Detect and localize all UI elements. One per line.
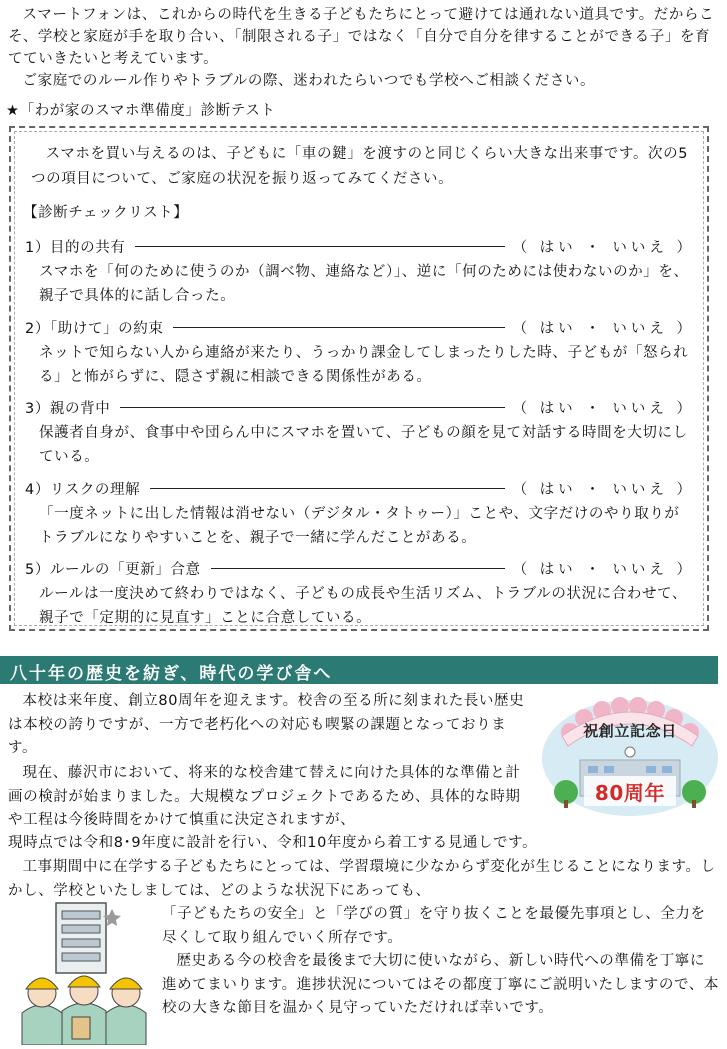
item-label: 3）親の背中 <box>25 400 111 417</box>
item-label: 1）目的の共有 <box>25 239 126 256</box>
schedule-paragraph: 現時点では令和8･9年度に設計を行い、令和10年度から着工する見通しです。 <box>8 835 538 851</box>
test-title: ★「わが家のスマホ準備度」診断テスト <box>6 103 276 119</box>
item-description: 「一度ネットに出した情報は消せない（デジタル・タトゥー）」ことや、文字だけのやり取りがトラブルになりやすいことを、親子で一緒に学んだことがある。 <box>39 506 680 546</box>
worker-center <box>62 976 106 1045</box>
yes-no-answer: （ はい ・ いいえ ） <box>512 481 695 498</box>
section-heading-band <box>0 656 718 684</box>
anniversary-badge-illustration <box>540 688 720 818</box>
construction-workers-illustration <box>14 895 154 1045</box>
anniversary-paragraph: 本校は来年度、創立80周年を迎えます。校舎の至る所に刻まれた長い歴史は本校の誇りですが、一方で老朽化への対応も喫緊の課題となっております。 <box>8 693 525 756</box>
checklist-item <box>25 395 695 469</box>
checklist-item <box>25 234 695 308</box>
item-description: ネットで知らない人から連絡が来たり、うっかり課金してしまったりした時、子どもが「怒られる」と怖がらずに、隠さず親に相談できる関係性がある。 <box>39 345 689 385</box>
intro-section <box>8 4 720 92</box>
yes-no-answer: （ はい ・ いいえ ） <box>512 239 695 256</box>
item-label: 4）リスクの理解 <box>25 481 141 498</box>
checklist-item <box>25 476 695 550</box>
rebuild-paragraph: 現在、藤沢市において、将来的な校舎建て替えに向けた具体的な準備と計画の検討が始まりました。大規模なプロジェクトであるため、具体的な時期や工程は今後時間をかけて慎重に決定されますが、 <box>8 765 521 828</box>
intro-paragraph-2: ご家庭でのルール作りやトラブルの際、迷われたらいつでも学校へご相談ください。 <box>22 73 596 89</box>
closing-paragraph: 歴史ある今の校舎を最後まで大切に使いながら、新しい時代への準備を丁寧に進めてまいります。進捗状況についてはその都度丁寧にご説明いたしますので、本校の大きな節目を温かく見守っていただければ幸いです。 <box>162 953 719 1016</box>
yes-no-answer: （ はい ・ いいえ ） <box>512 320 695 337</box>
item-description: ルールは一度決めて終わりではなく、子どもの成長や生活リズム、トラブルの状況に合わせて、親子で「定期的に見直す」ことに合意している。 <box>39 586 687 626</box>
safety-paragraph: 「子どもたちの安全」と「学びの質」を守り抜くことを最優先事項とし、全力を尽くして取り組んでいく所存です。 <box>162 906 706 946</box>
worker-right <box>106 978 146 1045</box>
badge-years-text: 80周年 <box>594 781 666 805</box>
yes-no-answer: （ はい ・ いいえ ） <box>512 561 695 578</box>
checklist-item <box>25 315 695 389</box>
item-label: 5）ルールの「更新」合意 <box>25 561 201 578</box>
leader-line <box>135 246 504 247</box>
badge-banner-text: 祝創立記念日 <box>583 722 677 740</box>
checklist-intro: スマホを買い与えるのは、子どもに「車の鍵」を渡すのと同じくらい大きな出来事です。次の5つの項目について、ご家庭の状況を振り返ってみてください。 <box>31 146 689 187</box>
item-description: 保護者自身が、食事中や団らん中にスマホを置いて、子どもの顔を見て対話する時間を大切にしている。 <box>39 425 688 465</box>
item-label: 2）「助けて」の約束 <box>25 320 164 337</box>
item-description: スマホを「何のために使うのか（調べ物、連絡など）」、逆に「何のためには使わないのか」を、親子で具体的に話し合った。 <box>39 264 689 304</box>
yes-no-answer: （ はい ・ いいえ ） <box>512 400 695 417</box>
checklist-box <box>9 126 709 631</box>
worker-left <box>22 978 62 1045</box>
section-heading: 八十年の歴史を紡ぎ、時代の学び舎へ <box>10 664 333 684</box>
leader-line <box>120 407 504 408</box>
construction-paragraph: 工事期間中に在学する子どもたちにとっては、学習環境に少なからず変化が生じることになります。しかし、学校といたしましては、どのような状況下にあっても、 <box>8 859 716 899</box>
leader-line <box>211 568 505 569</box>
checklist-heading: 【診断チェックリスト】 <box>23 205 189 221</box>
checklist-item <box>25 556 695 630</box>
leader-line <box>150 488 504 489</box>
intro-paragraph-1: スマートフォンは、これからの時代を生きる子どもたちにとって避けては通れない道具です。だからこそ、学校と家庭が手を取り合い、「制限される子」ではなく「自分で自分を律することができる子」を育てていきたいと考えています。 <box>8 7 715 67</box>
leader-line <box>173 327 504 328</box>
